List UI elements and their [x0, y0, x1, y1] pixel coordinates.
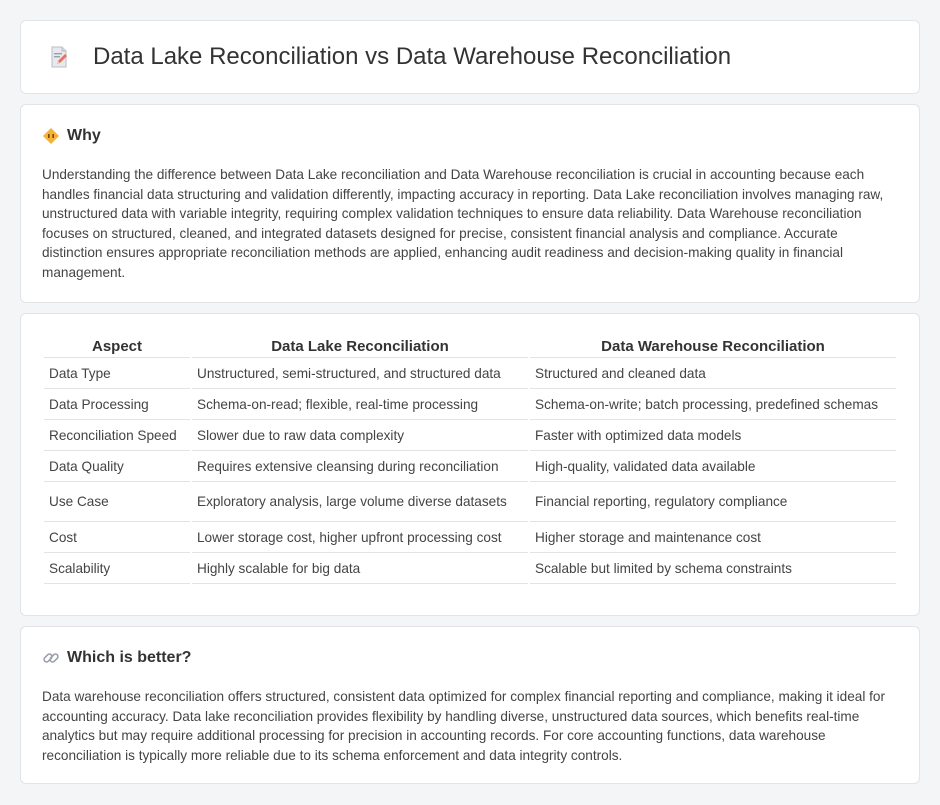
table-row [44, 522, 896, 553]
table-cell: Higher storage and maintenance cost [530, 522, 896, 553]
table-header-row [44, 334, 896, 358]
table-row [44, 358, 896, 389]
table-cell: Scalability [44, 553, 190, 584]
comparison-section [20, 313, 920, 616]
link-icon [42, 649, 60, 667]
diamond-sign-icon [42, 127, 60, 145]
better-title: Which is better? [67, 649, 192, 666]
table-cell: Reconciliation Speed [44, 420, 190, 451]
table-cell: Data Processing [44, 389, 190, 420]
table-cell: Faster with optimized data models [530, 420, 896, 451]
header-card [20, 20, 920, 94]
table-cell: Data Type [44, 358, 190, 389]
table-cell: Slower due to raw data complexity [192, 420, 528, 451]
table-cell: Lower storage cost, higher upfront processing cost [192, 522, 528, 553]
table-cell: High-quality, validated data available [530, 451, 896, 482]
column-header: Data Lake Reconciliation [192, 334, 528, 358]
document-edit-icon [47, 45, 71, 69]
which-is-better-section [20, 626, 920, 784]
why-text: Understanding the difference between Data Lake reconciliation and Data Warehouse reconciliation is crucial in accounting because each handles financial data structuring and validation differently, impacting accuracy in reporting. Data Lake reconciliation involves managing raw, unstructured data with variable integrity, requiring complex validation techniques to ensure data reliability. Data Warehouse reconciliation focuses on structured, cleaned, and integrated datasets designed for precise, consistent financial analysis and compliance. Accurate distinction ensures appropriate reconciliation methods are applied, enhancing audit readiness and decision-making quality in financial management. [42, 167, 884, 280]
table-cell: Requires extensive cleansing during reconciliation [192, 451, 528, 482]
column-header: Data Warehouse Reconciliation [530, 334, 896, 358]
table-cell: Use Case [44, 482, 190, 522]
better-text: Data warehouse reconciliation offers structured, consistent data optimized for complex financial reporting and compliance, making it ideal for accounting accuracy. Data lake reconciliation provides flexibility by handling diverse, unstructured data sources, which benefits real-time analytics but may require additional processing for precision in accounting records. For core accounting functions, data warehouse reconciliation is typically more reliable due to its schema enforcement and data integrity controls. [42, 689, 885, 763]
table-cell: Cost [44, 522, 190, 553]
why-title: Why [67, 127, 101, 144]
column-header: Aspect [44, 334, 190, 358]
table-row [44, 451, 896, 482]
table-cell: Data Quality [44, 451, 190, 482]
table-cell: Structured and cleaned data [530, 358, 896, 389]
page-title: Data Lake Reconciliation vs Data Warehouse Reconciliation [93, 43, 732, 70]
table-row [44, 553, 896, 584]
table-cell: Financial reporting, regulatory compliance [530, 482, 896, 522]
comparison-table [42, 334, 898, 584]
table-row [44, 482, 896, 522]
table-cell: Exploratory analysis, large volume diverse datasets [192, 482, 528, 522]
table-cell: Schema-on-read; flexible, real-time processing [192, 389, 528, 420]
table-cell: Highly scalable for big data [192, 553, 528, 584]
table-row [44, 389, 896, 420]
table-cell: Schema-on-write; batch processing, predefined schemas [530, 389, 896, 420]
table-cell: Scalable but limited by schema constraints [530, 553, 896, 584]
table-row [44, 420, 896, 451]
why-section [20, 104, 920, 303]
table-cell: Unstructured, semi-structured, and structured data [192, 358, 528, 389]
